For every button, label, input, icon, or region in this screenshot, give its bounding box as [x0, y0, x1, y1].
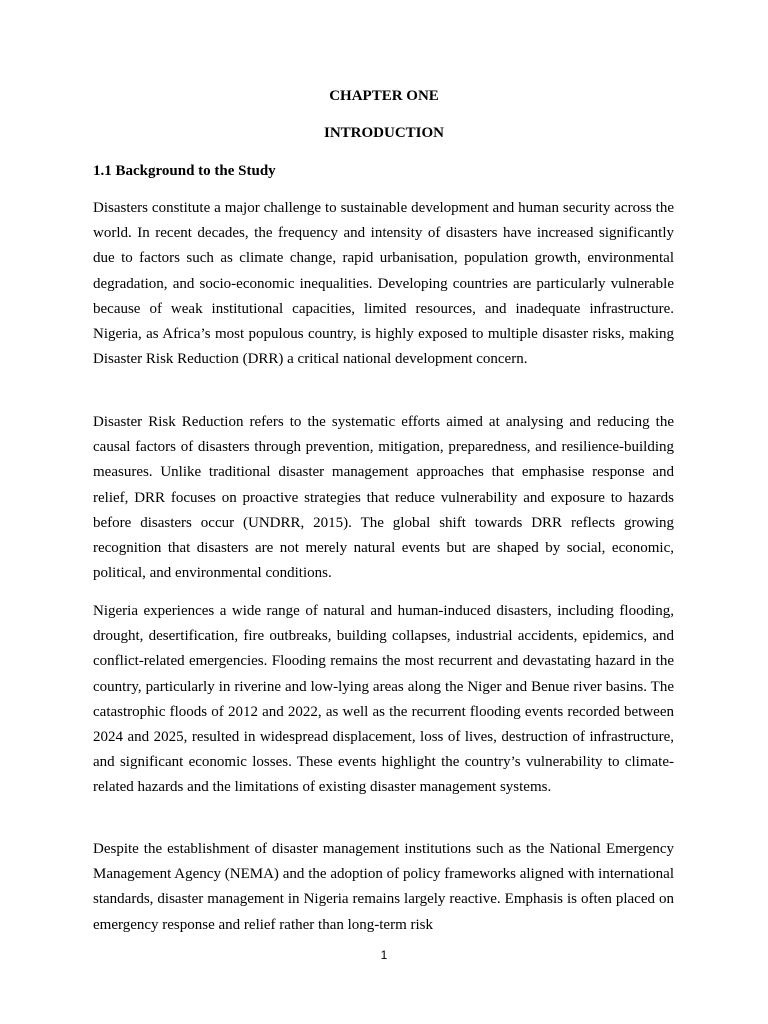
section-heading: 1.1 Background to the Study: [93, 163, 276, 179]
paragraph-2: Disaster Risk Reduction refers to the systematic efforts aimed at analysing and reducing the causal factors of disasters through prevention, mitigation, preparedness, and resilience-building measures. Unlike traditional disaster management approaches that emphasise response and relief, DRR focuses on proactive strategies that reduce vulnerability and exposure to hazards before disasters occur (UNDRR, 2015). The global shift towards DRR reflects growing recognition that disasters are not merely natural events but are shaped by social, economic, political, and environmental conditions.: [93, 414, 674, 582]
paragraph-1: Disasters constitute a major challenge to sustainable development and human security across the world. In recent decades, the frequency and intensity of disasters have increased significantly due to factors such as climate change, rapid urbanisation, population growth, environmental degradation, and socio-economic inequalities. Developing countries are particularly vulnerable because of weak institutional capacities, limited resources, and inadequate infrastructure. Nigeria, as Africa’s most populous country, is highly exposed to multiple disaster risks, making Disaster Risk Reduction (DRR) a critical national development concern.: [93, 200, 674, 368]
paragraph-4: Despite the establishment of disaster management institutions such as the National Emergency Management Agency (NEMA) and the adoption of policy frameworks aligned with international standards, disaster management in Nigeria remains largely reactive. Emphasis is often placed on emergency response and relief rather than long-term risk: [93, 841, 674, 933]
chapter-title: INTRODUCTION: [323, 125, 444, 141]
page-number: 1: [380, 948, 388, 962]
chapter-heading: CHAPTER ONE: [329, 88, 439, 104]
paragraph-3: Nigeria experiences a wide range of natural and human-induced disasters, including flooding, drought, desertification, fire outbreaks, building collapses, industrial accidents, epidemics, and conflict-related emergencies. Flooding remains the most recurrent and devastating hazard in the country, particularly in riverine and low-lying areas along the Niger and Benue river basins. The catastrophic floods of 2012 and 2022, as well as the recurrent flooding events recorded between 2024 and 2025, resulted in widespread displacement, loss of lives, destruction of infrastructure, and significant economic losses. These events highlight the country’s vulnerability to climate-related hazards and the limitations of existing disaster management systems.: [93, 603, 674, 796]
